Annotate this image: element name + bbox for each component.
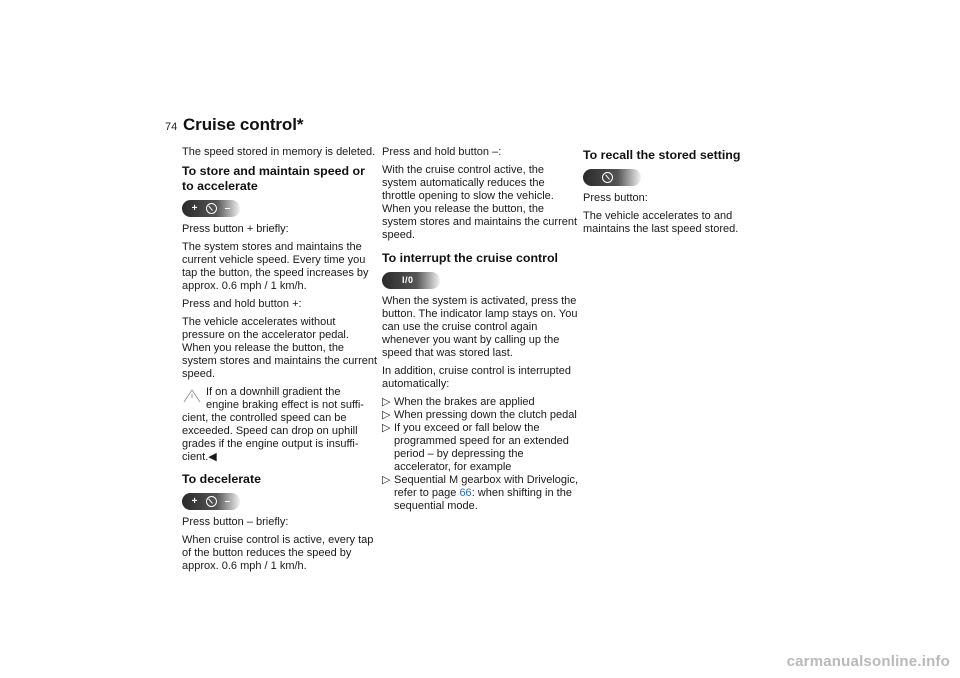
para-reduces-throttle: With the cruise control active, the system automatically reduces the throttle opening to slow the vehicle. When you release the button, the system stores and maintains the current speed. [382, 164, 578, 241]
para-press-minus-briefly: Press button – briefly: [182, 516, 289, 528]
note-rest: cient, the controlled speed can be exceeded. Speed can drop on uphill grades if the engine output is insuffi-cient.◀ [182, 412, 359, 463]
bullet-arrow-icon: ▷ [382, 396, 391, 408]
para-press-button: Press button: [583, 192, 648, 204]
plus-minus-button-image [182, 200, 240, 217]
interrupt-list [382, 396, 580, 513]
cruise-control-icon [602, 172, 613, 183]
cruise-control-icon [206, 496, 217, 507]
para-reduces-speed: When cruise control is active, every tap of the button reduces the speed by approx. 0.6 mph / 1 km/h. [182, 534, 374, 572]
list-item: ▷ When pressing down the clutch pedal [382, 409, 577, 421]
plus-icon: + [191, 202, 198, 214]
page-66-link[interactable]: 66 [459, 487, 472, 499]
para-press-plus-briefly: Press button + briefly: [182, 223, 289, 235]
list-item: ▷ Sequential M gearbox with Drivelogic, refer to page 66: when shifting in the sequential mode. [382, 474, 579, 512]
heading-interrupt: To interrupt the cruise control [382, 251, 559, 265]
bullet-arrow-icon: ▷ [382, 422, 391, 434]
note-line-1: If on a downhill gradient the [206, 386, 341, 398]
para-recall-speed: The vehicle accelerates to and maintains the last speed stored. [583, 210, 739, 235]
warning-triangle-icon [182, 388, 202, 404]
intro-text: The speed stored in memory is deleted. [182, 146, 376, 158]
note-line-2: engine braking effect is not suffi- [206, 399, 364, 411]
io-button-image [382, 272, 440, 289]
para-press-hold-plus: Press and hold button +: [182, 298, 302, 310]
page-number: 74 [165, 121, 178, 133]
para-accelerates: The vehicle accelerates without pressure on the accelerator pedal. When you release the button, the system stores and maintains the current speed. [182, 316, 378, 380]
plus-icon: + [191, 495, 198, 507]
minus-icon: – [224, 495, 231, 507]
column-1 [182, 146, 380, 578]
para-when-activated: When the system is activated, press the button. The indicator lamp stays on. You can use the cruise control again whenever you want by calling up the speed that was stored last. [382, 295, 578, 359]
bullet-arrow-icon: ▷ [382, 409, 391, 421]
para-stores-speed: The system stores and maintains the current vehicle speed. Every time you tap the button, the speed increases by approx. 0.6 mph / 1 km/h. [182, 241, 369, 292]
recall-button-image [583, 169, 641, 186]
warning-note [182, 386, 380, 464]
list-item: ▷ If you exceed or fall below the programmed speed for an extended period – by depressing the accelerator, for example [382, 422, 569, 473]
watermark: carmanualsonline.info [786, 653, 950, 670]
heading-store-maintain: To store and maintain speed or to accelerate [182, 164, 365, 193]
heading-decelerate: To decelerate [182, 472, 261, 486]
end-mark-icon: ◀ [208, 451, 217, 463]
bullet-arrow-icon: ▷ [382, 474, 391, 486]
list-item: ▷ When the brakes are applied [382, 396, 535, 408]
page-title: Cruise control* [183, 115, 304, 134]
io-label: I/0 [402, 275, 414, 285]
para-interrupted-auto: In addition, cruise control is interrupted automatically: [382, 365, 571, 390]
heading-recall: To recall the stored setting [583, 148, 741, 162]
cruise-control-icon [206, 203, 217, 214]
minus-icon: – [224, 202, 231, 214]
column-3 [583, 146, 781, 241]
column-2 [382, 146, 580, 518]
para-press-hold-minus: Press and hold button –: [382, 146, 502, 158]
plus-minus-button-image-2 [182, 493, 240, 510]
